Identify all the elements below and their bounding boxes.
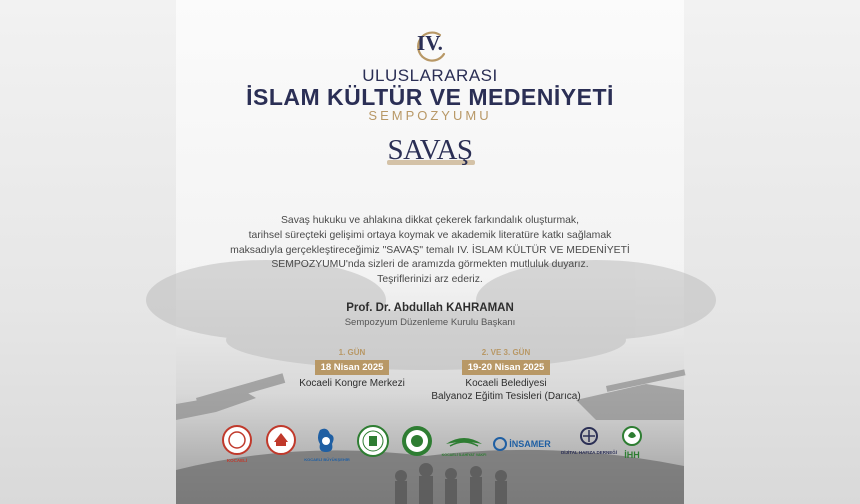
- logo-caption: İNSAMER: [509, 439, 551, 449]
- right-blurred-backdrop: [684, 0, 860, 504]
- venue-line: Balyanoz Eğitim Tesisleri (Darıca): [431, 390, 581, 402]
- invitation-line: tarihsel süreçteki gelişimi ortaya koymak ve akademik literatüre katkı sağlamak: [248, 229, 612, 241]
- logo-caption: DİJİTAL HAFIZA DERNEĞİ: [561, 450, 617, 455]
- day-label: 2. VE 3. GÜN: [481, 348, 531, 357]
- green-seal-icon: [400, 424, 434, 464]
- partner-logos: [220, 424, 650, 464]
- kocaeli-universitesi-seal-icon: [356, 424, 390, 464]
- logo-caption: KOCAELİ BÜYÜKŞEHİR: [304, 457, 350, 462]
- left-blurred-backdrop: [0, 0, 176, 504]
- ihh-logo-icon: [616, 424, 648, 464]
- schedule-day-2-3: [426, 348, 586, 403]
- day-date-badge: 18 Nisan 2025: [315, 360, 390, 375]
- day-venue: [282, 378, 422, 391]
- logo-caption: KOCAELİ: [226, 458, 248, 463]
- signatory-role: Sempozyum Düzenleme Kurulu Başkanı: [344, 317, 516, 328]
- invitation-line: maksadıyla gerçekleştireceğimiz "SAVAŞ" temalı IV. İSLAM KÜLTÜR VE MEDENİYETİ: [230, 244, 630, 256]
- invitation-text: [176, 214, 684, 288]
- logo-caption: İHH: [624, 450, 640, 460]
- invitation-line: Savaş hukuku ve ahlakına dikkat çekerek farkındalık oluşturmak,: [280, 215, 579, 226]
- kocaeli-buyuksehir-logo-icon: [304, 424, 350, 464]
- valilik-seal-icon: [220, 424, 254, 464]
- insamer-logo-icon: [492, 424, 554, 464]
- event-title-line1: ULUSLARARASI: [362, 66, 498, 85]
- day-label: 1. GÜN: [338, 348, 366, 357]
- dijital-hafiza-logo-icon: [561, 424, 617, 464]
- theme-title: SAVAŞ: [387, 134, 473, 166]
- invitation-line: Teşriflerinizi arz ederiz.: [377, 274, 483, 286]
- signatory-name: Prof. Dr. Abdullah KAHRAMAN: [346, 302, 514, 314]
- il-mudurlugu-seal-icon: [264, 424, 298, 464]
- day-date-badge: 19-20 Nisan 2025: [462, 360, 551, 375]
- edition-number: IV.: [417, 31, 443, 55]
- event-title-line3: SEMPOZYUMU: [368, 108, 492, 123]
- kocaeli-ilahiyat-vakfi-logo-icon: [442, 424, 486, 464]
- invitation-line: SEMPOZYUMU'nda sizleri de aramızda görmekten mutluluk duyarız.: [271, 259, 589, 271]
- logo-caption: KOCAELİ İLAHİYAT VAKFI: [441, 453, 487, 457]
- event-title-line2: İSLAM KÜLTÜR VE MEDENİYETİ: [246, 84, 614, 110]
- invitation-card: [176, 0, 684, 504]
- venue-line: Kocaeli Belediyesi: [465, 378, 547, 389]
- day-venue: [426, 378, 586, 403]
- venue-line: Kocaeli Kongre Merkezi: [299, 378, 405, 389]
- schedule-day-1: [282, 348, 422, 391]
